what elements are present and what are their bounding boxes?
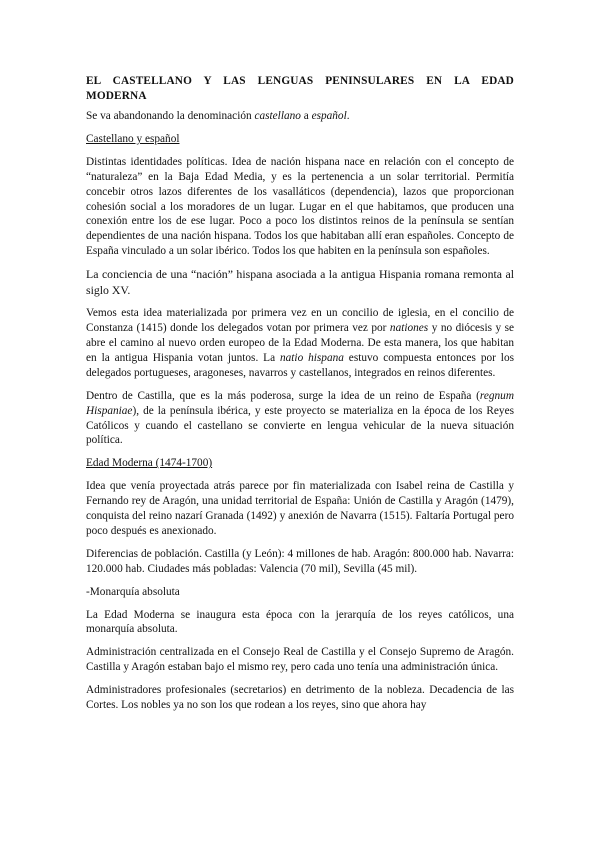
subheading-monarquia-absoluta: -Monarquía absoluta — [86, 585, 180, 598]
intro-term-castellano: castellano — [254, 110, 301, 122]
intro-text-end: . — [346, 110, 350, 122]
paragraph-unidad-territorial: Idea que venía proyectada atrás parece por fin materializada con Isabel reina de Castilla y Fernando rey de Aragón, una unidad territorial de España: Unión de Castilla y Aragón (1479), conquista del reino nazarí Granada (1492) y anexión de Navarra (1515). Faltaría Portugal pero poco después es anexionado. — [86, 480, 514, 537]
paragraph-conciencia: La conciencia de una “nación” hispana asociada a la antigua Hispania romana remonta al siglo XV. — [86, 267, 514, 297]
castilla-text-a: Dentro de Castilla, que es la más poderosa, surge la idea de un reino de España ( — [86, 389, 480, 402]
concilio-text-b: y no diócesis y se abre el camino al nuevo orden europeo de la Edad Moderna. De esta manera, los que habitan en la antigua Hispania votan juntos. La — [86, 322, 514, 364]
section-heading-castellano-espanol: Castellano y español — [86, 132, 180, 145]
paragraph-administradores: Administradores profesionales (secretarios) en detrimento de la nobleza. Decadencia de las Cortes. Los nobles ya no son los que rodean a los reyes, sino que ahora hay — [86, 684, 514, 712]
document-title: EL CASTELLANO Y LAS LENGUAS PENINSULARES EN LA EDAD MODERNA — [86, 75, 514, 102]
paragraph-monarquia: La Edad Moderna se inaugura esta época con la jerarquía de los reyes católicos, una monarquía absoluta. — [86, 608, 514, 636]
paragraph-castilla — [86, 389, 514, 449]
castilla-text-b: ), de la península ibérica, y este proyecto se materializa en la época de los Reyes Católicos y cuando el castellano se convierte en lengua vehicular de la nueva situación política. — [86, 404, 514, 447]
paragraph-concilio — [86, 306, 514, 381]
paragraph-administracion: Administración centralizada en el Consejo Real de Castilla y el Consejo Supremo de Aragón. Castilla y Aragón estaban bajo el mismo rey, pero cada uno tenía una administración única. — [86, 646, 514, 674]
term-regnum-hispaniae: regnum Hispaniae — [86, 389, 514, 417]
term-natio-hispana: natio hispana — [280, 351, 344, 364]
intro-paragraph — [86, 109, 514, 124]
document-page — [86, 74, 514, 721]
intro-text-mid: a — [300, 110, 312, 122]
term-nationes: nationes — [389, 322, 429, 335]
section-heading-edad-moderna: Edad Moderna (1474-1700) — [86, 457, 213, 470]
paragraph-identidades: Distintas identidades políticas. Idea de nación hispana nace en relación con el concepto de “naturaleza” en la Baja Edad Media, y es la pertenencia a un solar territorial. Permitía concebir otros lazos diferentes de los vasalláticos (dependencia), lazos que proporcionan cohesión social a los moradores de un lugar. Lugar en el que habitamos, que producen una conexión entre los de ese lugar. Poco a poco los distintos reinos de la península se sentían dependientes de una nación hispana. Todos los que habitaban allí eran españoles. Concepto de España vinculado a un solar ibérico. Todos los que habiten en la península son españoles. — [86, 155, 514, 258]
intro-term-espanol: español — [311, 110, 347, 122]
concilio-text-a: Vemos esta idea materializada por primera vez en un concilio de iglesia, en el concilio de Constanza (1415) donde los delegados votan por primera vez por — [86, 307, 514, 335]
intro-text-start: Se va abandonando la denominación — [86, 110, 255, 122]
concilio-text-c: estuvo compuesta entonces por los delegados portugueses, aragoneses, navarros y castellanos, integrados en reinos diferentes. — [86, 351, 514, 379]
paragraph-poblacion: Diferencias de población. Castilla (y León): 4 millones de hab. Aragón: 800.000 hab. Navarra: 120.000 hab. Ciudades más pobladas: Valencia (70 mil), Sevilla (45 mil). — [86, 547, 514, 575]
